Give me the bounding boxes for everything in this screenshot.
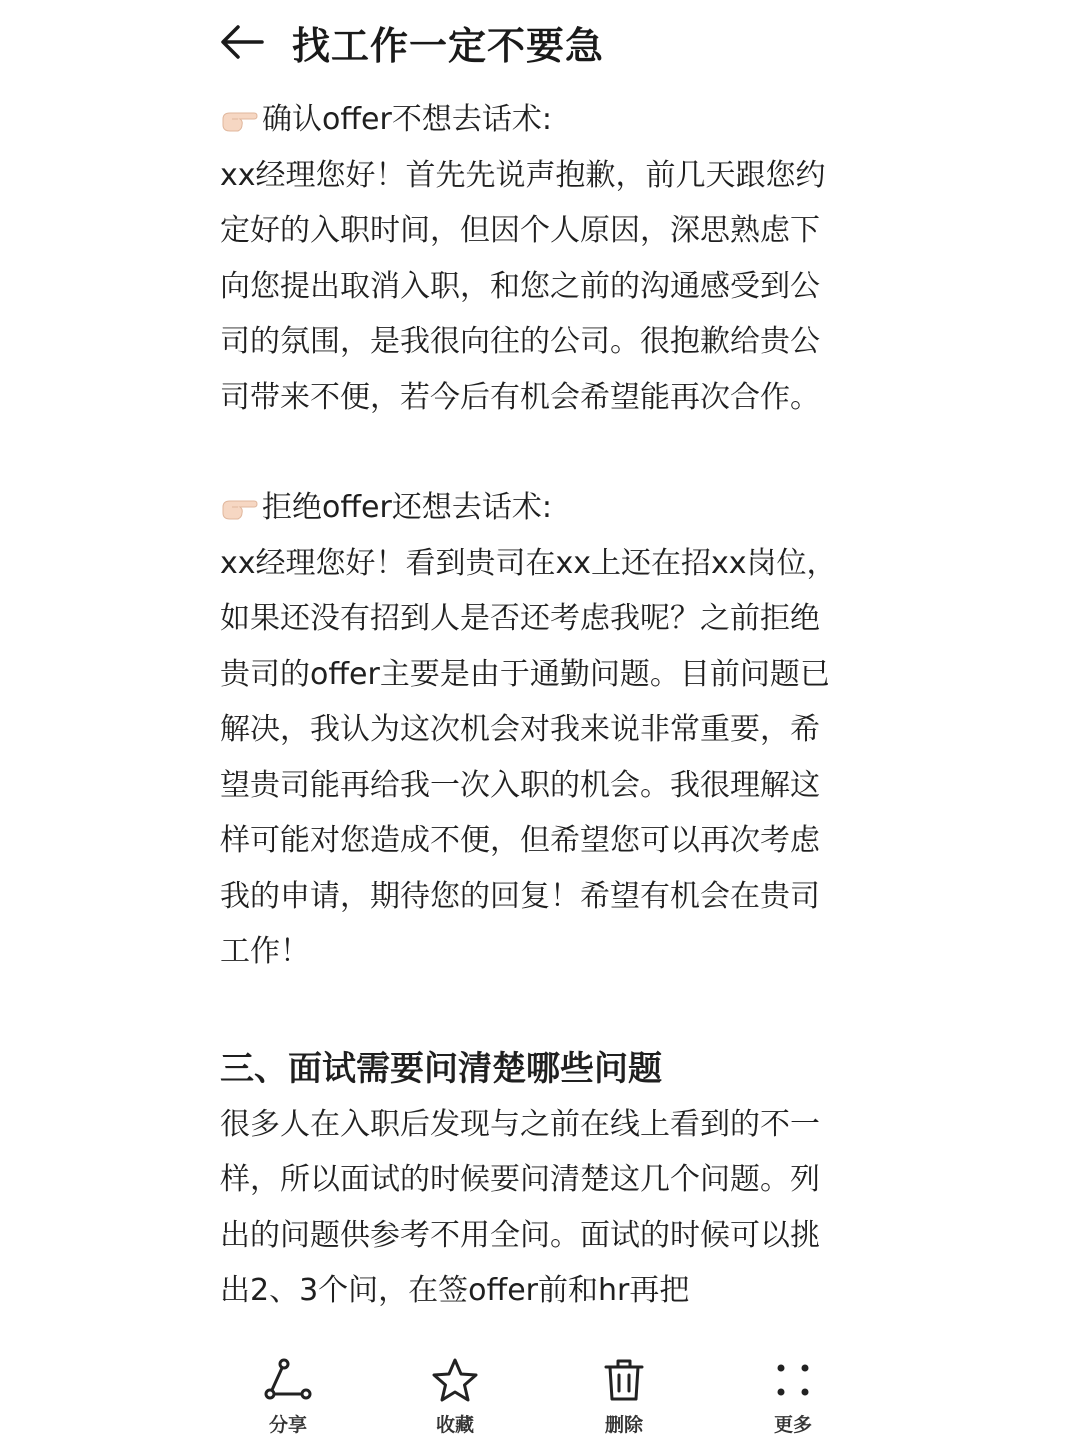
pointing-hand-icon xyxy=(220,493,258,523)
share-button[interactable] xyxy=(238,1356,338,1437)
section-paragraph-2: xx经理您好！看到贵司在xx上还在招xx岗位，如果还没有招到人是否还考虑我呢？之前拒绝贵司的offer主要是由于通勤问题。目前问题已解决，我认为这次机会对我来说非常重要，希望贵司能再给我一次入职的机会。我很理解这样可能对您造成不便，但希望您可以再次考虑我的申请，期待您的回复！希望有机会在贵司工作！ xyxy=(220,545,837,969)
section-heading-1-text: 确认offer不想去话术: xyxy=(262,102,552,137)
more-button[interactable] xyxy=(743,1356,843,1437)
share-label: 分享 xyxy=(268,1414,307,1436)
back-button[interactable] xyxy=(218,12,278,72)
header xyxy=(218,10,604,74)
delete-button[interactable] xyxy=(574,1356,674,1437)
article-content xyxy=(220,92,848,1338)
section-heading-2 xyxy=(220,480,848,536)
trash-icon xyxy=(602,1357,646,1403)
favorite-label: 收藏 xyxy=(435,1414,474,1436)
section-heading-1 xyxy=(220,92,848,148)
page-title: 找工作一定不要急 xyxy=(292,23,605,68)
section-3-paragraph: 很多人在入职后发现与之前在线上看到的不一样，所以面试的时候要问清楚这几个问题。列出的问题供参考不用全问。面试的时候可以挑出2、3个问，在签offer前和hr再把 xyxy=(220,1106,820,1308)
bottom-toolbar xyxy=(0,1338,1080,1440)
delete-label: 删除 xyxy=(604,1414,643,1436)
more-label: 更多 xyxy=(773,1414,812,1436)
pointing-hand-icon xyxy=(220,105,258,135)
section-3-title: 三、面试需要问清楚哪些问题 xyxy=(220,1048,662,1089)
favorite-button[interactable] xyxy=(405,1356,505,1437)
section-heading-2-text: 拒绝offer还想去话术: xyxy=(262,490,552,525)
more-dots-icon xyxy=(773,1360,813,1400)
star-icon xyxy=(431,1357,479,1403)
section-paragraph-1: xx经理您好！首先先说声抱歉，前几天跟您约定好的入职时间，但因个人原因，深思熟虑下向您提出取消入职，和您之前的沟通感受到公司的氛围，是我很向往的公司。很抱歉给贵公司带来不便，若今后有机会希望能再次合作。 xyxy=(220,157,826,415)
arrow-left-icon xyxy=(218,22,266,62)
share-icon xyxy=(264,1358,312,1402)
